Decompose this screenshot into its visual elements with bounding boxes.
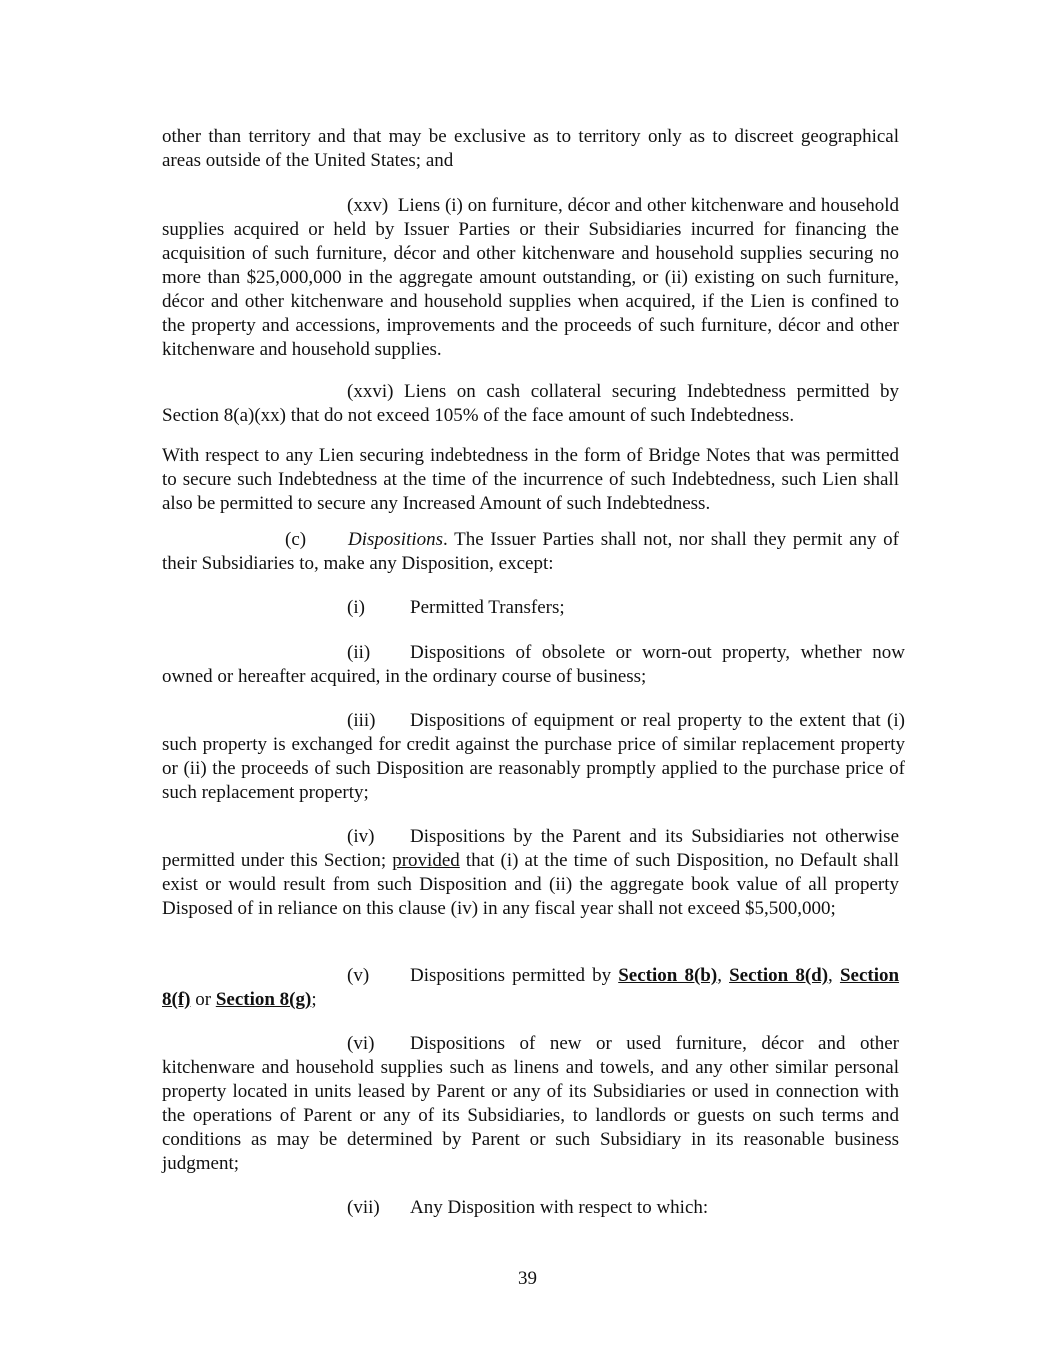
item-vi-marker: (vi) — [347, 1033, 375, 1054]
item-v-text: Dispositions permitted by — [410, 965, 619, 986]
item-i-marker: (i) — [347, 597, 365, 618]
paragraph-territory-text: other than territory and that may be exclusive as to territory only as to discreet geographical areas outside of the United States; and — [162, 126, 899, 171]
item-ii-text: Dispositions of obsolete or worn-out property, whether now owned or hereafter acquired, in the ordinary course of business; — [162, 642, 905, 687]
item-v-separator: , — [717, 965, 730, 986]
item-v — [162, 964, 899, 1012]
item-v-separator: , — [828, 965, 840, 986]
item-vii — [162, 1196, 899, 1220]
section-c-dispositions — [162, 528, 899, 576]
item-ii-marker: (ii) — [347, 642, 371, 663]
item-v-marker: (v) — [347, 965, 370, 986]
paragraph-bridge-notes — [162, 444, 899, 516]
item-iv-marker: (iv) — [347, 826, 375, 847]
item-iv-text-a: Dispositions by the Parent and its Subsidiaries not otherwise permitted under this Section; — [162, 826, 899, 871]
item-iii-marker: (iii) — [347, 710, 376, 731]
section-8f-link[interactable]: Section 8(f) — [162, 965, 900, 1010]
section-8g-link[interactable]: Section 8(g) — [215, 989, 312, 1010]
clause-xxv-text: Liens (i) on furniture, décor and other kitchenware and household supplies acquired or held by Issuer Parties or their Subsidiaries incurred for financing the acquisition of such furniture, décor and other kitchenware and household supplies securing no more than $25,000,000 in the aggregate amount outstanding, or (ii) existing on such furniture, décor and other kitchenware and household supplies when acquired, if the Lien is confined to the property and accessions, improvements and the proceeds of such furniture, décor and other kitchenware and household supplies. — [162, 195, 899, 360]
section-c-heading: Dispositions — [348, 529, 444, 550]
item-ii — [162, 641, 905, 689]
item-v-separator: or — [190, 989, 216, 1010]
clause-xxv — [162, 194, 899, 362]
item-i-text: Permitted Transfers; — [410, 597, 565, 618]
page-number: 39 — [518, 1268, 537, 1289]
clause-xxv-marker: (xxv) — [347, 195, 389, 216]
item-iii — [162, 709, 905, 805]
clause-xxvi-marker: (xxvi) — [347, 381, 394, 402]
paragraph-bridge-notes-text: With respect to any Lien securing indebtedness in the form of Bridge Notes that was permitted to secure such Indebtedness at the time of the incurrence of such Indebtedness, such Lien shall also be permitted to secure any Increased Amount of such Indebtedness. — [162, 445, 899, 514]
item-iv-provided: provided — [392, 850, 460, 871]
section-8b-link[interactable]: Section 8(b) — [618, 965, 718, 986]
item-v-end: ; — [311, 989, 317, 1010]
item-iv — [162, 825, 899, 921]
section-8d-link[interactable]: Section 8(d) — [729, 965, 829, 986]
item-vii-marker: (vii) — [347, 1197, 380, 1218]
paragraph-territory — [162, 125, 899, 173]
section-c-marker: (c) — [285, 529, 307, 550]
item-vii-text: Any Disposition with respect to which: — [410, 1197, 709, 1218]
item-vi — [162, 1032, 899, 1176]
item-i — [162, 596, 899, 620]
item-vi-text: Dispositions of new or used furniture, décor and other kitchenware and household supplies such as linens and towels, and any other similar personal property located in units leased by Parent or any of its Subsidiaries or used in connection with the operations of Parent or any of its Subsidiaries, to landlords or guests on such terms and conditions as may be determined by Parent or such Subsidiary in its reasonable business judgment; — [162, 1033, 899, 1174]
item-iii-text: Dispositions of equipment or real property to the extent that (i) such property is exchanged for credit against the purchase price of similar replacement property or (ii) the proceeds of such Disposition are reasonably promptly applied to the purchase price of such replacement property; — [162, 710, 905, 803]
clause-xxvi — [162, 380, 899, 428]
clause-xxvi-text: Liens on cash collateral securing Indebtedness permitted by Section 8(a)(xx) that do not exceed 105% of the face amount of such Indebtedness. — [162, 381, 900, 426]
item-iv-text-b: that (i) at the time of such Disposition, no Default shall exist or would result from such Disposition and (ii) the aggregate book value of all property Disposed of in reliance on this clause (iv) in any fiscal year shall not exceed $5,500,000; — [162, 850, 899, 919]
section-c-text: . The Issuer Parties shall not, nor shall they permit any of their Subsidiaries to, make any Disposition, except: — [162, 529, 899, 574]
